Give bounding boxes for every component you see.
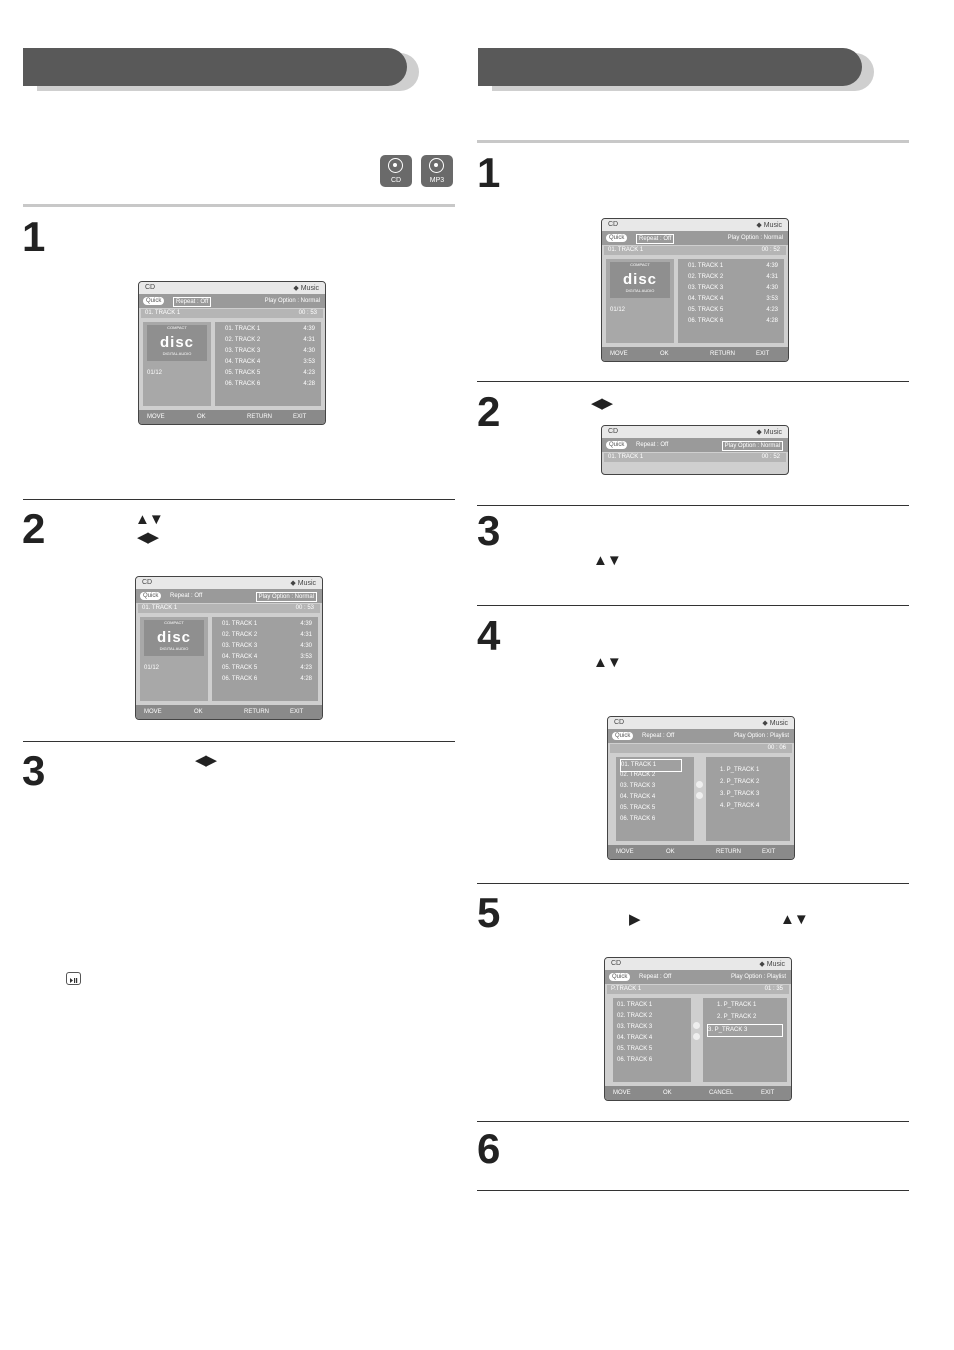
left-right-arrows: ◀▶ — [137, 529, 159, 546]
list-item[interactable]: 02. TRACK 2 4:31 — [222, 632, 312, 638]
right-section-header-bar — [478, 48, 862, 86]
osd-mode: ◆ Music — [293, 285, 319, 292]
list-item[interactable]: 04. TRACK 4 3:53 — [222, 654, 312, 660]
list-item[interactable]: 02. TRACK 2 — [617, 1013, 653, 1019]
quick-button[interactable]: Quick — [612, 732, 633, 740]
list-item[interactable]: 03. TRACK 3 4:30 — [225, 348, 315, 354]
move-hint: MOVE — [147, 414, 165, 420]
right-divider-6 — [477, 1121, 909, 1122]
osd-source: CD — [608, 221, 619, 228]
list-item[interactable]: 05. TRACK 5 4:23 — [688, 307, 778, 313]
left-divider-top — [23, 204, 455, 207]
right-step-5-number: 5 — [477, 889, 501, 936]
compact-disc-logo: COMPACT disc DIGITAL AUDIO — [147, 325, 207, 361]
osd-screen-playlist-edit — [607, 716, 795, 860]
left-step-3-number: 3 — [22, 747, 46, 794]
list-item[interactable]: 03. TRACK 3 4:30 — [222, 643, 312, 649]
list-item[interactable]: 01. TRACK 1 — [617, 1002, 653, 1008]
quick-button[interactable]: Quick — [609, 973, 630, 981]
list-item[interactable]: 04. TRACK 4 3:53 — [688, 296, 778, 302]
return-hint: RETURN — [244, 709, 269, 715]
track-list — [678, 259, 784, 343]
list-item[interactable]: 02. TRACK 2 4:31 — [225, 337, 315, 343]
repeat-option[interactable]: Repeat : Off — [642, 733, 675, 739]
list-item[interactable]: 3. P_TRACK 3 — [707, 1024, 783, 1037]
left-right-arrows: ◀▶ — [591, 395, 613, 412]
repeat-option[interactable]: Repeat : Off — [636, 442, 669, 448]
right-divider-top — [477, 140, 909, 143]
ok-hint: OK — [663, 1090, 672, 1096]
right-step-4-number: 4 — [477, 612, 501, 659]
osd-screen-left-2 — [135, 576, 323, 720]
exit-hint: EXIT — [761, 1090, 775, 1096]
return-hint: RETURN — [247, 414, 272, 420]
list-item[interactable]: 1. P_TRACK 1 — [717, 1002, 757, 1008]
track-counter: 01/12 — [610, 307, 626, 313]
osd-source: CD — [614, 719, 625, 726]
now-playing-track: 01. TRACK 1 — [608, 454, 644, 460]
list-item[interactable]: 03. TRACK 3 4:30 — [688, 285, 778, 291]
list-item[interactable]: 06. TRACK 6 4:28 — [225, 381, 315, 387]
list-item[interactable]: 01. TRACK 1 4:39 — [222, 621, 312, 627]
play-option[interactable]: Play Option : Normal — [727, 235, 783, 241]
play-pause-button-icon — [66, 972, 81, 985]
return-hint: RETURN — [716, 849, 741, 855]
list-item[interactable]: 04. TRACK 4 3:53 — [225, 359, 315, 365]
list-item[interactable]: 04. TRACK 4 — [620, 794, 656, 800]
playlist-list — [706, 757, 790, 841]
osd-source: CD — [145, 284, 156, 291]
repeat-option[interactable]: Repeat : Off — [636, 234, 674, 244]
elapsed-time: 00 : 53 — [295, 605, 314, 611]
quick-button[interactable]: Quick — [606, 441, 627, 449]
list-item[interactable]: 06. TRACK 6 — [617, 1057, 653, 1063]
track-counter: 01/12 — [144, 665, 160, 671]
ok-hint: OK — [660, 351, 669, 357]
ok-hint: OK — [194, 709, 203, 715]
mp3-disc-icon — [421, 155, 453, 187]
elapsed-time: 00 : 52 — [761, 247, 780, 253]
list-item[interactable]: 06. TRACK 6 4:28 — [222, 676, 312, 682]
quick-button[interactable]: Quick — [143, 297, 164, 305]
cancel-hint: CANCEL — [709, 1090, 734, 1096]
left-divider-3 — [23, 741, 455, 742]
track-list — [613, 998, 691, 1082]
list-item[interactable]: 04. TRACK 4 — [617, 1035, 653, 1041]
now-playing-track: P.TRACK 1 — [611, 986, 642, 992]
now-playing-track: 01. TRACK 1 — [142, 605, 178, 611]
play-option[interactable]: Play Option : Normal — [264, 298, 320, 304]
quick-button[interactable]: Quick — [606, 234, 627, 242]
osd-source: CD — [142, 579, 153, 586]
list-item[interactable]: 01. TRACK 1 4:39 — [225, 326, 315, 332]
right-step-3-number: 3 — [477, 507, 501, 554]
elapsed-time: 00 : 52 — [761, 454, 780, 460]
list-item[interactable]: 2. P_TRACK 2 — [720, 779, 760, 785]
mp3-badge-label: MP3 — [429, 177, 445, 184]
list-item[interactable]: 1. P_TRACK 1 — [720, 767, 760, 773]
move-hint: MOVE — [144, 709, 162, 715]
list-item[interactable]: 01. TRACK 1 — [620, 759, 682, 772]
exit-hint: EXIT — [293, 414, 307, 420]
play-option[interactable]: Play Option : Normal — [256, 592, 317, 602]
compact-disc-logo: COMPACT disc DIGITAL AUDIO — [610, 262, 670, 298]
compact-disc-logo: COMPACT disc DIGITAL AUDIO — [144, 620, 204, 656]
exit-hint: EXIT — [762, 849, 776, 855]
list-item[interactable]: 06. TRACK 6 — [620, 816, 656, 822]
left-section-header-bar — [23, 48, 407, 86]
move-hint: MOVE — [616, 849, 634, 855]
up-down-arrows: ▲▼ — [135, 511, 163, 528]
left-right-arrows: ◀▶ — [195, 752, 217, 769]
osd-mode: ◆ Music — [759, 961, 785, 968]
cd-badge-label: CD — [390, 177, 402, 184]
play-arrow: ▶ — [629, 911, 640, 928]
quick-button[interactable]: Quick — [140, 592, 161, 600]
right-step-1-number: 1 — [477, 149, 501, 196]
right-divider-5 — [477, 883, 909, 884]
list-item[interactable]: 01. TRACK 1 4:39 — [688, 263, 778, 269]
list-item[interactable]: 2. P_TRACK 2 — [717, 1014, 757, 1020]
repeat-option[interactable]: Repeat : Off — [639, 974, 672, 980]
list-item[interactable]: 05. TRACK 5 4:23 — [225, 370, 315, 376]
track-counter: 01/12 — [147, 370, 163, 376]
elapsed-time: 00 : 06 — [767, 745, 786, 751]
list-item[interactable]: 05. TRACK 5 4:23 — [222, 665, 312, 671]
ok-hint: OK — [197, 414, 206, 420]
osd-screen-playlist-play — [604, 957, 792, 1101]
elapsed-time: 00 : 53 — [298, 310, 317, 316]
move-hint: MOVE — [613, 1090, 631, 1096]
elapsed-time: 01 : 35 — [764, 986, 783, 992]
osd-mode: ◆ Music — [756, 222, 782, 229]
repeat-option[interactable]: Repeat : Off — [170, 593, 203, 599]
up-down-arrows: ▲▼ — [593, 654, 621, 671]
list-item[interactable]: 06. TRACK 6 4:28 — [688, 318, 778, 324]
list-item[interactable]: 03. TRACK 3 — [620, 783, 656, 789]
list-item[interactable]: 03. TRACK 3 — [617, 1024, 653, 1030]
osd-mode: ◆ Music — [290, 580, 316, 587]
left-divider-2 — [23, 499, 455, 500]
right-divider-bottom — [477, 1190, 909, 1191]
osd-screen-left-1 — [138, 281, 326, 425]
right-step-6-number: 6 — [477, 1125, 501, 1172]
play-option[interactable]: Play Option : Normal — [722, 441, 783, 451]
list-item[interactable]: 02. TRACK 2 — [620, 772, 656, 778]
up-down-arrows: ▲▼ — [593, 552, 621, 569]
osd-mode: ◆ Music — [756, 429, 782, 436]
exit-hint: EXIT — [756, 351, 770, 357]
play-option[interactable]: Play Option : Playlist — [733, 733, 789, 739]
list-item[interactable]: 4. P_TRACK 4 — [720, 803, 760, 809]
up-down-arrows: ▲▼ — [780, 911, 808, 928]
transfer-arrows-icon — [696, 777, 704, 813]
track-list — [215, 322, 321, 406]
list-item[interactable]: 05. TRACK 5 — [617, 1046, 653, 1052]
cd-disc-icon — [380, 155, 412, 187]
right-divider-4 — [477, 605, 909, 606]
track-list — [616, 757, 694, 841]
ok-hint: OK — [666, 849, 675, 855]
repeat-option[interactable]: Repeat : Off — [173, 297, 211, 307]
list-item[interactable]: 02. TRACK 2 4:31 — [688, 274, 778, 280]
track-list — [212, 617, 318, 701]
osd-screen-right-2 — [601, 425, 789, 475]
playlist-list — [703, 998, 787, 1082]
list-item[interactable]: 05. TRACK 5 — [620, 805, 656, 811]
osd-screen-right-1 — [601, 218, 789, 362]
right-divider-3 — [477, 505, 909, 506]
left-step-1-number: 1 — [22, 213, 46, 260]
now-playing-track: 01. TRACK 1 — [608, 247, 644, 253]
return-hint: RETURN — [710, 351, 735, 357]
left-step-2-number: 2 — [22, 505, 46, 552]
play-option[interactable]: Play Option : Playlist — [730, 974, 786, 980]
osd-source: CD — [608, 428, 619, 435]
osd-source: CD — [611, 960, 622, 967]
right-divider-2 — [477, 381, 909, 382]
now-playing-track: 01. TRACK 1 — [145, 310, 181, 316]
list-item[interactable]: 3. P_TRACK 3 — [720, 791, 760, 797]
transfer-arrows-icon — [693, 1018, 701, 1054]
move-hint: MOVE — [610, 351, 628, 357]
right-step-2-number: 2 — [477, 388, 501, 435]
osd-mode: ◆ Music — [762, 720, 788, 727]
exit-hint: EXIT — [290, 709, 304, 715]
